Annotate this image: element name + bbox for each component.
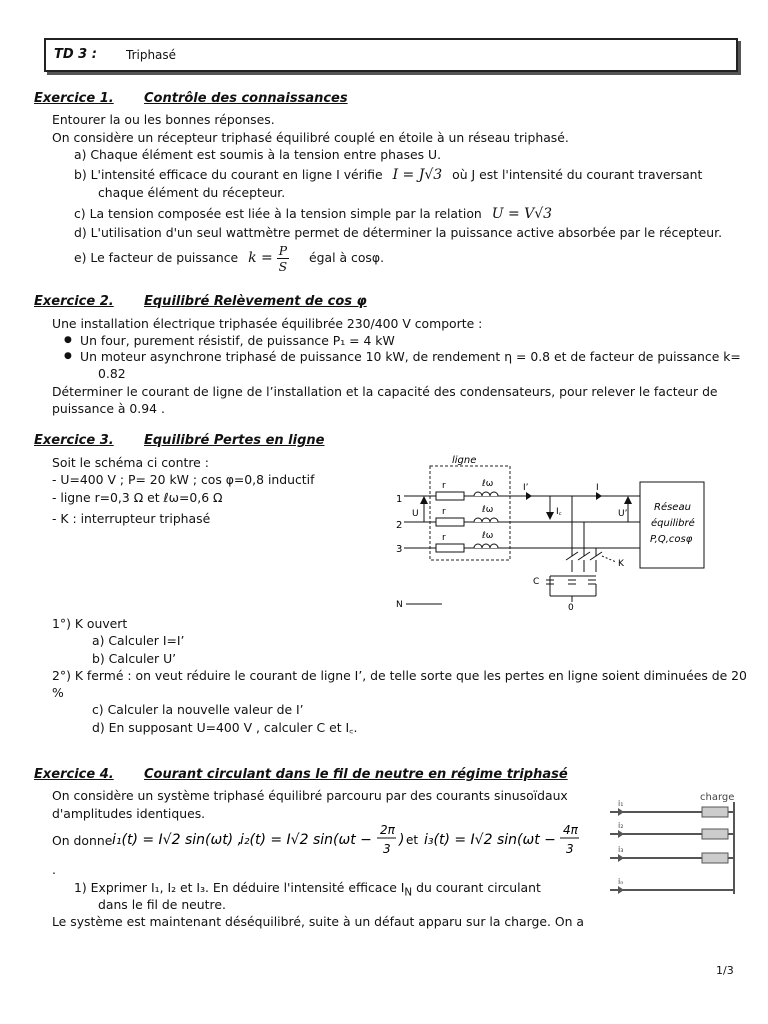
currents-formula bbox=[112, 818, 582, 862]
line-2-label: 2 bbox=[396, 520, 403, 531]
ex1-e-text2: égal à cosφ. bbox=[309, 250, 385, 265]
lw-label-3: ℓω bbox=[482, 531, 494, 541]
svg-text:i₃(t) = I√2 sin(ωt −: i₃(t) = I√2 sin(ωt − bbox=[424, 832, 556, 848]
ex1-e-k: k = bbox=[248, 250, 273, 266]
ex3-q2c: c) Calculer la nouvelle valeur de I’ bbox=[92, 702, 304, 717]
u-label: U bbox=[412, 509, 419, 519]
ex2-line3: puissance à 0.94 . bbox=[52, 401, 165, 416]
ex1-item-a: a) Chaque élément est soumis à la tension entre phases U. bbox=[74, 147, 442, 162]
ex1-b-text: b) L'intensité efficace du courant en ligne I vérifie bbox=[74, 167, 383, 182]
ex2-line1: Une installation électrique triphasée équilibrée 230/400 V comporte : bbox=[52, 316, 483, 331]
ligne-label: ligne bbox=[452, 455, 477, 466]
ex4-number: Exercice 4. bbox=[34, 767, 114, 782]
svg-text:2π: 2π bbox=[380, 823, 395, 837]
charge-label: charge bbox=[700, 792, 735, 803]
ex4-line3: On donne bbox=[52, 833, 113, 848]
ex1-title: Contrôle des connaissances bbox=[144, 91, 348, 106]
i2-label: i₂ bbox=[618, 821, 624, 830]
ex3-q2: 2°) K fermé : on veut réduire le courant de ligne I’, de telle sorte que les pertes en ligne soient diminuées de 20 bbox=[52, 668, 747, 683]
ex4-q1 bbox=[74, 880, 541, 898]
reseau-label-2: équilibré bbox=[651, 518, 695, 529]
svg-text:): ) bbox=[399, 832, 405, 848]
resistor-2 bbox=[436, 518, 464, 526]
td-number: TD 3 : bbox=[54, 47, 97, 62]
svg-text:3: 3 bbox=[383, 842, 391, 856]
i-label: I bbox=[596, 483, 599, 493]
ex3-q1a: a) Calculer I=I’ bbox=[92, 633, 185, 648]
ex3-line1: Soit le schéma ci contre : bbox=[52, 455, 209, 470]
inductor-3 bbox=[474, 544, 498, 548]
r-label-1: r bbox=[442, 481, 446, 491]
ex2-bullet1: ● Un four, purement résistif, de puissance P₁ = 4 kW bbox=[80, 333, 395, 348]
zero-label: 0 bbox=[568, 603, 574, 613]
svg-text:4π: 4π bbox=[563, 823, 578, 837]
charge-resistor-2 bbox=[702, 829, 728, 839]
ex4-q1-text: 1) Exprimer I₁, I₂ et I₃. En déduire l'intensité efficace I bbox=[74, 880, 405, 895]
svg-text:3: 3 bbox=[566, 842, 574, 856]
k-label: K bbox=[618, 559, 624, 569]
in-label: iₙ bbox=[618, 877, 624, 886]
resistor-1 bbox=[436, 492, 464, 500]
charge-resistor-1 bbox=[702, 807, 728, 817]
ex4-dot: . bbox=[52, 862, 56, 877]
ex4-q1-text2: du courant circulant bbox=[412, 880, 541, 895]
lw-label-2: ℓω bbox=[482, 505, 494, 515]
circuit-diagram bbox=[390, 452, 710, 617]
svg-text:et: et bbox=[406, 833, 419, 847]
td-subject: Triphasé bbox=[126, 48, 177, 62]
reseau-label-1: Réseau bbox=[654, 502, 691, 513]
line-3-label: 3 bbox=[396, 544, 403, 555]
ex3-q2d: d) En supposant U=400 V , calculer C et I꜀. bbox=[92, 720, 358, 735]
ex1-c-text: c) La tension composée est liée à la tension simple par la relation bbox=[74, 206, 482, 221]
i1-label: i₁ bbox=[618, 799, 624, 808]
i3-label: i₃ bbox=[618, 845, 624, 854]
u-prime-label: U’ bbox=[618, 509, 628, 519]
ex2-title: Equilibré Relèvement de cos φ bbox=[144, 294, 367, 309]
inductor-2 bbox=[474, 518, 498, 522]
charge-figure bbox=[606, 786, 740, 904]
r-label-3: r bbox=[442, 533, 446, 543]
ex1-item-c bbox=[74, 206, 552, 222]
ex3-title: Equilibré Pertes en ligne bbox=[144, 433, 325, 448]
ex1-b-formula: I = J√3 bbox=[392, 167, 443, 183]
ex2-number: Exercice 2. bbox=[34, 294, 114, 309]
ex3-q1: 1°) K ouvert bbox=[52, 616, 128, 631]
ex4-line2: d'amplitudes identiques. bbox=[52, 806, 206, 821]
ex1-item-d: d) L'utilisation d'un seul wattmètre permet de déterminer la puissance active absorbée par le récepteur. bbox=[74, 225, 723, 240]
ex2-line2: Déterminer le courant de ligne de l’installation et la capacité des condensateurs, pour relever le facteur de bbox=[52, 384, 718, 399]
ex1-c-formula: U = V√3 bbox=[491, 206, 553, 222]
svg-text:i₂(t) = I√2 sin(ωt −: i₂(t) = I√2 sin(ωt − bbox=[240, 832, 372, 848]
ex3-line3: - ligne r=0,3 Ω et ℓω=0,6 Ω bbox=[52, 490, 223, 505]
ex1-e-text: e) Le facteur de puissance bbox=[74, 250, 239, 265]
lw-label-1: ℓω bbox=[482, 479, 494, 489]
ex1-e-num: P bbox=[278, 243, 288, 258]
line-1-label: 1 bbox=[396, 494, 403, 505]
ex3-line4: - K : interrupteur triphasé bbox=[52, 511, 211, 526]
ex1-b-text2: où J est l'intensité du courant traversant bbox=[452, 167, 703, 182]
i-prime-label: I’ bbox=[523, 483, 529, 493]
ic-label: I꜀ bbox=[556, 507, 562, 517]
ex1-number: Exercice 1. bbox=[34, 91, 114, 106]
header-box bbox=[44, 38, 738, 72]
page-number: 1/3 bbox=[716, 964, 734, 977]
ex3-line2: - U=400 V ; P= 20 kW ; cos φ=0,8 inductif bbox=[52, 472, 315, 487]
ex1-item-e bbox=[74, 243, 384, 274]
ex2-bullet2-cont: 0.82 bbox=[98, 366, 126, 381]
r-label-2: r bbox=[442, 507, 446, 517]
resistor-3 bbox=[436, 544, 464, 552]
ex3-q2-cont: % bbox=[52, 685, 64, 700]
ex1-b-cont: chaque élément du récepteur. bbox=[98, 185, 286, 200]
ex2-bullet2: ● Un moteur asynchrone triphasé de puissance 10 kW, de rendement η = 0.8 et de facteur de puissance k= bbox=[80, 349, 741, 364]
svg-text:i₁(t) = I√2 sin(ωt) ,: i₁(t) = I√2 sin(ωt) , bbox=[112, 832, 243, 848]
ex3-number: Exercice 3. bbox=[34, 433, 114, 448]
ex1-item-b bbox=[74, 167, 702, 183]
ex4-q1-sub: N bbox=[404, 886, 413, 899]
ex4-q1-cont: dans le fil de neutre. bbox=[98, 897, 226, 912]
ex1-e-den: S bbox=[278, 259, 288, 274]
ex1-intro2: On considère un récepteur triphasé équilibré couplé en étoile à un réseau triphasé. bbox=[52, 130, 569, 145]
ex1-intro1: Entourer la ou les bonnes réponses. bbox=[52, 112, 275, 127]
c-label: C bbox=[533, 577, 540, 587]
n-label: N bbox=[396, 600, 403, 610]
reseau-label-3: P,Q,cosφ bbox=[650, 534, 693, 545]
ex4-title: Courant circulant dans le fil de neutre en régime triphasé bbox=[144, 767, 568, 782]
ex4-line1: On considère un système triphasé équilibré parcouru par des courants sinusoïdaux bbox=[52, 788, 568, 803]
ex3-q1b: b) Calculer U’ bbox=[92, 651, 177, 666]
charge-resistor-3 bbox=[702, 853, 728, 863]
ex1-e-fraction bbox=[277, 243, 289, 274]
inductor-1 bbox=[474, 492, 498, 496]
ex4-line4: Le système est maintenant déséquilibré, suite à un défaut apparu sur la charge. On a bbox=[52, 914, 585, 929]
